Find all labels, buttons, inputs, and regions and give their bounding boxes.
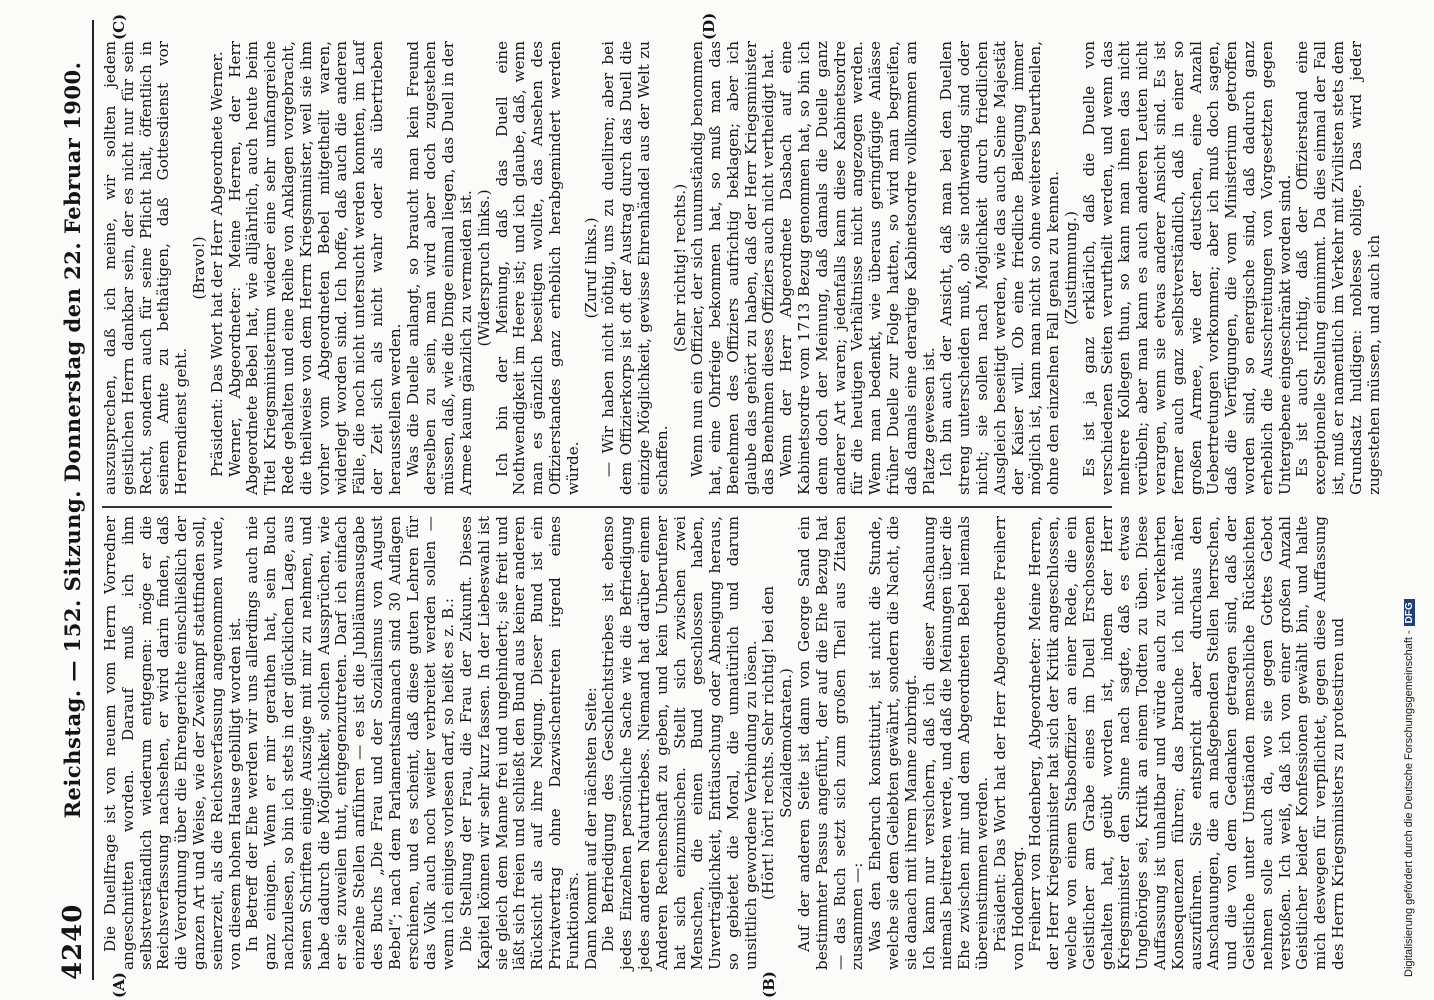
paragraph: Dann kommt auf der nächsten Seite: [581, 687, 600, 970]
paragraph: Es ist auch richtig, daß der Offizierstand eine exceptionelle Stellung einnimmt. Da dies einmal der Fall ist, muß er namentlich im Verkehr mit Zivilisten stets dem Grundsatz huldigen: noblesse oblige. Das wird jeder zugestehen müssen, und auch ich [1293, 41, 1383, 495]
speech-paragraph: Werner, Abgeordneter: Meine Herren, der Herr Abgeordnete Bebel hat, wie alljährlich, auch heute beim Titel Kriegsministerium wieder eine sehr umfangreiche Rede gehalten und eine Reihe von Anklagen vorgebracht, die theilweise von dem Herrn Kriegsminister, weil sie ihm vorher vom Abgeordneten Bebel mitgetheilt waren, widerlegt worden sind. Ich hoffe, daß auch die anderen Fälle, die noch nicht untersucht werden konnten, im Lauf der Zeit sich als nicht wahr oder als übertrieben herausstellen werden. [225, 41, 404, 495]
paragraph: Die Duellfrage ist von neuem vom Herrn Vorredner angeschnitten worden. Darauf muß ich ihm selbstverständlich wiederum entgegnen: möge er die Reichsverfassung nachsehen, er wird darin finden, daß die Verordnung über die Ehrengerichte einschließlich der ganzen Art und Weise, wie der Zweikampf stattfinden soll, seinerzeit, als die Reichsverfassung angenommen wurde, von diesem hohen Hause gebilligt worden ist. [101, 516, 244, 970]
paragraph: Ich bin der Meinung, daß das Duell eine Nothwendigkeit im Heere ist; und ich glaube, daß, wenn man es gänzlich beseitigen wollte, das Ansehen des Offizierstandes ganz erheblich herabgemindert werden würde. [492, 41, 582, 495]
column-divider [102, 506, 1112, 508]
credit-text: Digitalisierung gefördert durch die Deutsche Forschungsgemeinschaft - [1403, 630, 1415, 977]
left-column [102, 516, 1348, 970]
paragraph: Ich bin auch der Ansicht, daß man bei den Duellen streng unterscheiden muß, ob sie nothwendig sind oder nicht; sie sollen nach Möglichkeit durch friedlichen Ausgleich beseitigt werden, wie das auch Seine Majestät der Kaiser will. Ob eine friedliche Beilegung immer möglich ist, kann man nicht so ohne weiteres beurtheilen, ohne den einzelnen Fall genau zu kennen. [937, 41, 1063, 495]
page-title: Reichstag. — 152. Sitzung. Donnerstag den 22. Februar 1900. [60, 61, 85, 819]
section-marker-c: (C) [110, 13, 128, 40]
page-header [52, 20, 94, 980]
paragraph: Ich kann nur versichern, daß ich dieser Anschauung niemals beitreten werde, und daß die Meinungen über die Ehe zwischen mir und dem Abgeordneten Bebel niemals übereinstimmen werden. [919, 516, 992, 970]
interjection: (Zuruf links.) [581, 217, 600, 319]
page-number: 4240 [58, 903, 88, 980]
speaker-line: Präsident: Das Wort hat der Herr Abgeordnete Freiherr von Hodenberg. [990, 516, 1027, 970]
interjection: (Bravo!) [189, 236, 208, 300]
paragraph: Es ist ja ganz erklärlich, daß die Duelle von verschiedenen Seiten verurtheilt werden, und wenn das mehrere Kollegen thun, so kann man ihnen das nicht verübeln; aber man kann es auch anderen Leuten nicht verargen, wenn sie etwas anderer Ansicht sind. Es ist ferner auch ganz selbstverständlich, daß in einer so großen Armee, wie der deutschen, eine Anzahl Uebertretungen vorkommen; aber ich muß doch sagen, daß die Verfügungen, die vom Ministerium getroffen worden sind, so energische sind, daß dadurch ganz erheblich die Ausschreitungen von Vorgesetzten gegen Untergebene eingeschränkt worden sind. [1079, 41, 1294, 495]
quote-paragraph: Die Befriedigung des Geschlechtstriebes ist ebenso jedes Einzelnen persönliche Sache wie die Befriedigung jedes anderen Naturtriebes. Niemand hat darüber einem Anderen Rechenschaft zu geben, und kein Unberufener hat sich einzumischen. Stellt sich zwischen zwei Menschen, die einen Bund geschlossen haben, Unverträglichkeit, Enttäuschung oder Abneigung heraus, so gebietet die Moral, die unnatürlich und darum unsittlich gewordene Verbindung zu lösen. [599, 516, 760, 970]
section-marker-d: (D) [700, 12, 718, 40]
interjection: (Zustimmung.) [1062, 211, 1081, 325]
section-marker-b: (B) [760, 971, 778, 998]
paragraph: Was die Duelle anlangt, so braucht man kein Freund derselben zu sein, man wird aber doch zugestehen müssen, daß, wie die Dinge einmal liegen, das Duell in der Armee kaum gänzlich zu vermeiden ist. [403, 41, 475, 495]
paragraph: Wenn der Herr Abgeordnete Dasbach auf eine Kabinetsordre vom 1713 Bezug genommen hat, so bin ich denn doch der Meinung, daß damals die Duelle ganz anderer Art waren; jedenfalls kann diese Kabinetsordre für die heutigen Verhältnisse nicht angezogen werden. Wenn man bedenkt, wie überaus geringfügige Anlässe früher Duelle zur Folge hatten, so wird man begreifen, daß damals eine derartige Kabinetsordre vollkommen am Platze gewesen ist. [777, 41, 938, 495]
paragraph: Wenn nun ein Offizier, der sich unumständig benommen hat, eine Ohrfeige bekommen hat, so muß man das Benehmen des Offiziers aufrichtig beklagen; aber ich glaube das gehört zu haben, daß der Herr Kriegsminister das Benehmen dieses Offiziers auch nicht vertheidigt hat. [688, 41, 778, 495]
interjection: (Hört! hört! rechts. Sehr richtig! bei den Sozialdemokraten.) [759, 585, 796, 901]
paragraph: auszusprechen, daß ich meine, wir sollten jedem geistlichen Herrn dankbar sein, der es nicht nur für sein Recht, sondern auch für seine Pflicht hält, öffentlich in seinem Amte zu bethätigen, daß Gottesdienst vor Herrendienst geht. [101, 41, 191, 495]
speaker-line: Präsident: Das Wort hat der Herr Abgeordnete Werner. [207, 51, 226, 477]
interjection: (Sehr richtig! rechts.) [670, 183, 689, 353]
digitization-credit [1403, 8, 1430, 992]
speech-paragraph: Freiherr von Hodenberg, Abgeordneter: Meine Herren, der Herr Kriegsminister hat sich der Kritik angeschlossen, welche von einem Stabsoffizier an einer Rede, die ein Geistlicher am Grabe eines im Duell Erschossenen gehalten hat, geübt worden ist, indem der Herr Kriegsminister den Sinne nach sagte, daß es etwas Ungehöriges sei, Kritik an einem Todten zu üben. Diese Auffassung ist unhaltbar und würde auch zu verkehrten Konsequenzen führen; das brauche ich nicht näher auszuführen. Sie entspricht aber durchaus den Anschauungen, die an maßgebenden Stellen herrschen, und die von dem Gedanken getragen sind, daß der Geistliche unter Umständen menschliche Rücksichten nehmen solle auch da, wo sie gegen Gottes Gebot verstoßen. Ich weiß, daß ich von einer großen Anzahl Geistlicher beider Konfessionen gewählt bin, und halte mich deswegen für verpflichtet, gegen diese Auffassung des Herrn Kriegsministers zu protestiren und [1026, 516, 1347, 970]
right-column [102, 41, 1383, 495]
paragraph: — Wir haben nicht nöthig, uns zu duelliren; aber bei dem Offizierkorps ist oft der Austrag durch das Duell die einzige Möglichkeit, gewisse Ehrenhändel aus der Welt zu schaffen. [599, 41, 671, 495]
dfg-logo: DFG [1404, 599, 1415, 626]
section-marker-a: (A) [110, 972, 128, 998]
paragraph: Auf der anderen Seite ist dann von George Sand ein bestimmter Passus angeführt, der auf die Ehe Bezug hat — das Buch setzt sich zum großen Theil aus Zitaten zusammen —: [795, 516, 867, 970]
quote-paragraph: Was den Ehebruch konstituirt, ist nicht die Stunde, welche sie dem Geliebten gewährt, sondern die Nacht, die sie danach mit ihrem Manne zubringt. [866, 516, 920, 970]
paragraph: In Betreff der Ehe werden wir uns allerdings auch nie ganz einigen. Wenn er mir gerathen hat, sein Buch nachzulesen, so bin ich stets in der glücklichen Lage, aus seinen Schriften einige Auszüge mit mir zu nehmen, und habe dadurch die Möglichkeit, solchen Aussprüchen, wie er sie zuweilen thut, entgegenzutreten. Darf ich einfach einzelne Stellen anführen — es ist die Jubiläumsausgabe des Buchs „Die Frau und der Sozialismus von August Bebel“; nach dem Parlamentsalmanach sind 30 Auflagen erschienen, und es scheint, daß diese guten Lehren für das Volk auch noch weiter verbreitet werden sollen — wenn ich einiges vorlesen darf, so heißt es z. B.: [243, 516, 458, 970]
interjection: (Widerspruch links.) [474, 189, 493, 347]
quote-paragraph: Die Stellung der Frau, die Frau der Zukunft. Dieses Kapitel können wir sehr kurz fassen. In der Liebeswahl ist sie gleich dem Manne frei und ungehindert; sie freit und läßt sich freien und schließt den Bund aus keiner anderen Rücksicht als auf ihre Neigung. Dieser Bund ist ein Privatvertrag ohne Dazwischentreten irgend eines Funktionärs. [456, 516, 582, 970]
